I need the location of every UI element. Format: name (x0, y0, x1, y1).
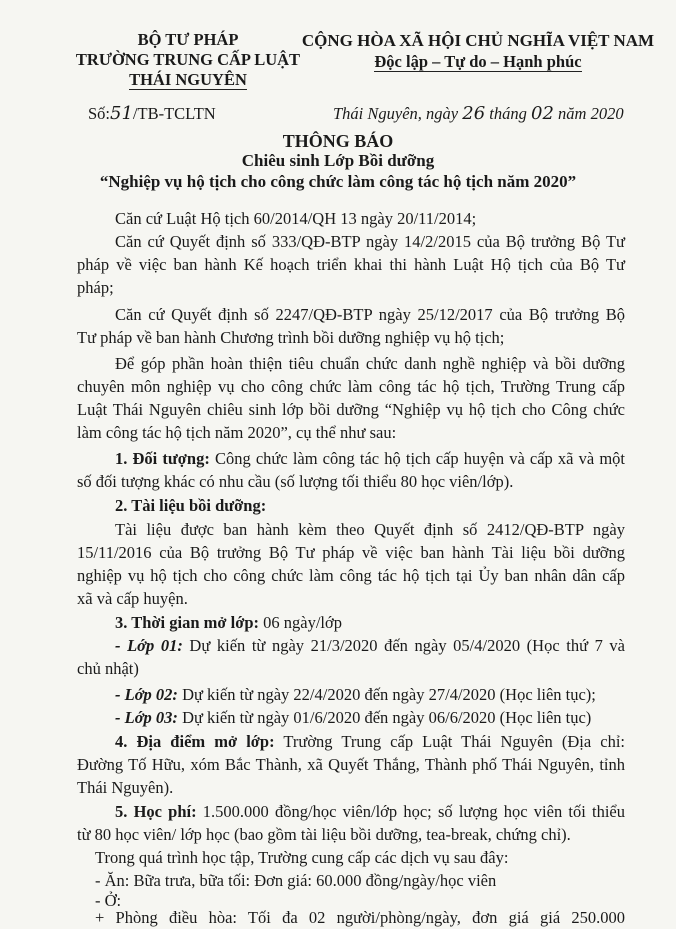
date-prefix: Thái Nguyên, ngày (333, 104, 459, 123)
number-suffix: /TB-TCLTN (132, 104, 216, 123)
document-number (88, 102, 216, 125)
body-line-5: Căn cứ Quyết định số 2247/QĐ-BTP ngày 25/12/2017 của Bộ trưởng Bộ (115, 305, 625, 324)
document-date (333, 102, 624, 125)
body-line-27: từ 80 học viên/ lớp học (bao gồm tài liệu bồi dưỡng, tea-break, chứng chỉ). (77, 825, 571, 844)
body-line-20: chủ nhật) (77, 659, 139, 678)
body-line-15: 15/11/2016 của Bộ trưởng Bộ Tư pháp về việc ban hành Tài liệu bồi dưỡng (77, 543, 625, 562)
body-line-1: Căn cứ Luật Hộ tịch 60/2014/QH 13 ngày 20/11/2014; (115, 209, 477, 228)
section-4-text: Trường Trung cấp Luật Thái Nguyên (Địa chỉ: (274, 732, 625, 751)
body-line-25: Thái Nguyên). (77, 778, 174, 797)
class-1-label: - Lớp 01: (115, 636, 183, 655)
body-line-24: Đường Tố Hữu, xóm Bắc Thành, xã Quyết Thắng, Thành phố Thái Nguyên, tỉnh (77, 755, 625, 774)
section-4-label: 4. Địa điểm mở lớp: (115, 732, 275, 751)
class-2-label: - Lớp 02: (115, 685, 178, 704)
section-5-label: 5. Học phí: (115, 802, 197, 821)
body-line-2: Căn cứ Quyết định số 333/QĐ-BTP ngày 14/2/2015 của Bộ trưởng Bộ Tư (115, 232, 625, 251)
body-line-4: pháp; (77, 278, 114, 297)
body-line-8: chuyên môn nghiệp vụ cho công chức làm công tác hộ tịch, Trường Trung cấp (77, 377, 625, 396)
body-line-28: Trong quá trình học tập, Trường cung cấp các dịch vụ sau đây: (95, 848, 509, 867)
body-line-30: - Ở: (95, 891, 122, 910)
section-2-heading: 2. Tài liệu bồi dưỡng: (115, 496, 267, 515)
country-name: CỘNG HÒA XÃ HỘI CHỦ NGHĨA VIỆT NAM (301, 31, 655, 50)
section-1-heading (115, 447, 625, 470)
date-day: 26 (462, 103, 486, 124)
school-name-line2-wrap (88, 70, 288, 90)
class-3-text: Dự kiến từ ngày 01/6/2020 đến ngày 06/6/2020 (Học liên tục) (177, 708, 592, 727)
school-name-line1: TRƯỜNG TRUNG CẤP LUẬT (75, 50, 301, 69)
section-3-heading (115, 611, 342, 634)
date-mid: tháng (489, 104, 527, 123)
section-3-label: 3. Thời gian mở lớp: (115, 613, 260, 632)
body-line-12: số đối tượng khác có nhu cầu (số lượng tối thiểu 80 học viên/lớp). (77, 472, 514, 491)
body-line-17: xã và cấp huyện. (77, 589, 188, 608)
class-1-text: Dự kiến từ ngày 21/3/2020 đến ngày 05/4/2020 (Học thứ 7 và (182, 636, 625, 655)
class-3-label: - Lớp 03: (115, 708, 178, 727)
body-line-10: làm công tác hộ tịch năm 2020”, cụ thể như sau: (77, 423, 397, 442)
school-name-line2: THÁI NGUYÊN (129, 70, 247, 89)
section-5-heading (115, 800, 625, 823)
handwritten-number: 51 (110, 103, 133, 124)
notice-subtitle-1: Chiêu sinh Lớp Bồi dưỡng (241, 151, 435, 170)
date-month: 02 (531, 103, 554, 124)
notice-subtitle-2: “Nghiệp vụ hộ tịch cho công chức làm công tác hộ tịch năm 2020” (99, 172, 577, 191)
body-line-3: pháp về việc ban hành Kế hoạch triển khai thi hành Luật Hộ tịch của Bộ Tư (77, 255, 625, 274)
section-1-label: 1. Đối tượng: (115, 449, 210, 468)
section-3-text: 06 ngày/lớp (259, 613, 342, 632)
class-2-text: Dự kiến từ ngày 22/4/2020 đến ngày 27/4/2020 (Học liên tục); (177, 685, 596, 704)
body-line-14: Tài liệu được ban hành kèm theo Quyết định số 2412/QĐ-BTP ngày (115, 520, 625, 539)
body-line-29: - Ăn: Bữa trưa, bữa tối: Đơn giá: 60.000 đồng/ngày/học viên (95, 871, 497, 890)
motto-wrap (298, 52, 658, 72)
class-1-line (115, 634, 625, 657)
section-4-heading (115, 730, 625, 753)
section-1-text: Công chức làm công tác hộ tịch cấp huyện và cấp xã và một (209, 449, 625, 468)
section-5-text: 1.500.000 đồng/học viên/lớp học; số lượng học viên tối thiểu (196, 802, 625, 821)
date-suffix: năm 2020 (558, 104, 624, 123)
notice-title: THÔNG BÁO (282, 131, 394, 151)
national-motto: Độc lập – Tự do – Hạnh phúc (374, 52, 582, 71)
body-line-6: Tư pháp về ban hành Chương trình bồi dưỡng nghiệp vụ hộ tịch; (77, 328, 505, 347)
number-prefix: Số: (88, 104, 111, 123)
body-line-16: nghiệp vụ hộ tịch cho công chức làm công tác hộ tịch tại Ủy ban nhân dân cấp (77, 566, 625, 585)
body-line-31: + Phòng điều hòa: Tối đa 02 người/phòng/ngày, đơn giá giá 250.000 (95, 908, 625, 927)
body-line-7: Để góp phần hoàn thiện tiêu chuẩn chức danh nghề nghiệp và bồi dưỡng (115, 354, 625, 373)
ministry-name: BỘ TƯ PHÁP (137, 30, 239, 49)
class-3-line (115, 706, 591, 729)
body-line-9: Luật Thái Nguyên chiêu sinh lớp bồi dưỡng “Nghiệp vụ hộ tịch cho Công chức (77, 400, 625, 419)
class-2-line (115, 683, 596, 706)
